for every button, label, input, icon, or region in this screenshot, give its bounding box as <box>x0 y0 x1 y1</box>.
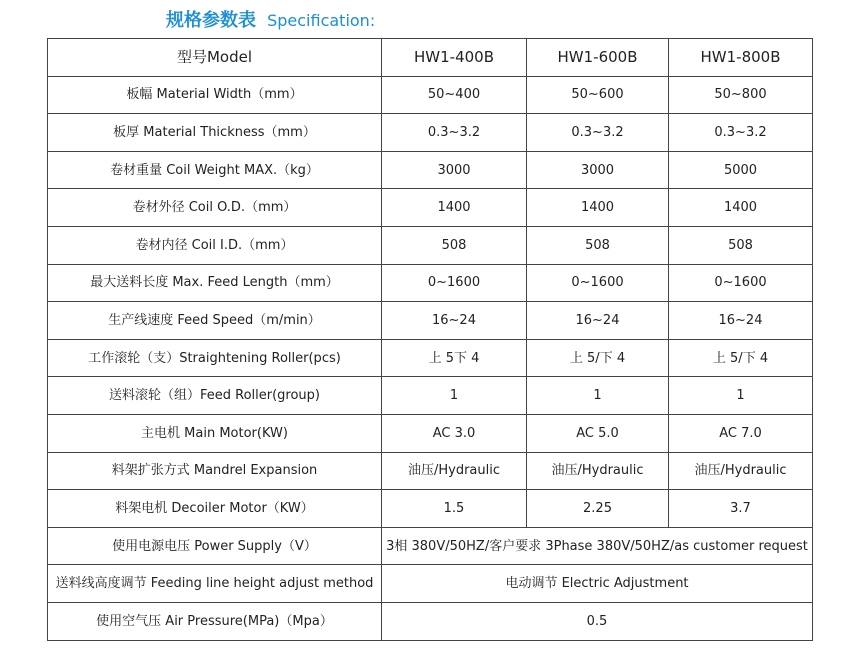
param-label: 最大送料长度 Max. Feed Length（mm） <box>48 264 382 302</box>
param-label: 主电机 Main Motor(KW) <box>48 414 382 452</box>
value-cell: 508 <box>527 226 669 264</box>
header-cell-model: 型号Model <box>48 39 382 77</box>
table-row <box>48 76 813 114</box>
value-cell: 1400 <box>527 189 669 227</box>
value-cell: 1.5 <box>382 490 527 528</box>
value-cell: 3000 <box>382 151 527 189</box>
table-row <box>48 527 813 565</box>
value-cell: 油压/Hydraulic <box>527 452 669 490</box>
page-title <box>166 8 375 34</box>
value-cell: 0.3~3.2 <box>382 114 527 152</box>
param-label: 板厚 Material Thickness（mm） <box>48 114 382 152</box>
value-cell: 上 5/下 4 <box>527 339 669 377</box>
value-cell: 3000 <box>527 151 669 189</box>
value-cell: 1 <box>382 377 527 415</box>
param-label: 料架扩张方式 Mandrel Expansion <box>48 452 382 490</box>
value-cell: 16~24 <box>382 302 527 340</box>
value-cell: 1400 <box>669 189 813 227</box>
value-cell: 1 <box>527 377 669 415</box>
value-cell: AC 5.0 <box>527 414 669 452</box>
table-row <box>48 189 813 227</box>
param-label: 送料线高度调节 Feeding line height adjust method <box>48 565 382 603</box>
table-row <box>48 114 813 152</box>
param-label: 使用空气压 Air Pressure(MPa)（Mpa） <box>48 602 382 640</box>
param-label: 卷材外径 Coil O.D.（mm） <box>48 189 382 227</box>
param-label: 使用电源电压 Power Supply（V） <box>48 527 382 565</box>
value-cell: 0.3~3.2 <box>527 114 669 152</box>
param-label: 生产线速度 Feed Speed（m/min） <box>48 302 382 340</box>
value-cell: AC 7.0 <box>669 414 813 452</box>
param-label: 工作滚轮（支）Straightening Roller(pcs) <box>48 339 382 377</box>
value-cell: 上 5下 4 <box>382 339 527 377</box>
param-label: 卷材重量 Coil Weight MAX.（kg） <box>48 151 382 189</box>
header-cell-hw1-600b: HW1-600B <box>527 39 669 77</box>
value-cell: 1400 <box>382 189 527 227</box>
table-header-row <box>48 39 813 77</box>
value-cell: 508 <box>669 226 813 264</box>
header-cell-hw1-400b: HW1-400B <box>382 39 527 77</box>
merged-value-cell: 0.5 <box>382 602 813 640</box>
table-row <box>48 452 813 490</box>
value-cell: 0~1600 <box>669 264 813 302</box>
value-cell: 0~1600 <box>382 264 527 302</box>
value-cell: 上 5/下 4 <box>669 339 813 377</box>
table-row <box>48 302 813 340</box>
table-row <box>48 151 813 189</box>
value-cell: 16~24 <box>527 302 669 340</box>
specification-table <box>47 38 813 641</box>
value-cell: AC 3.0 <box>382 414 527 452</box>
table-row <box>48 490 813 528</box>
title-chinese: 规格参数表 <box>166 10 256 31</box>
param-label: 卷材内径 Coil I.D.（mm） <box>48 226 382 264</box>
value-cell: 1 <box>669 377 813 415</box>
table-row <box>48 339 813 377</box>
param-label: 送料滚轮（组）Feed Roller(group) <box>48 377 382 415</box>
value-cell: 508 <box>382 226 527 264</box>
value-cell: 50~600 <box>527 76 669 114</box>
merged-value-cell: 3相 380V/50HZ/客户要求 3Phase 380V/50HZ/as customer request <box>382 527 813 565</box>
value-cell: 16~24 <box>669 302 813 340</box>
value-cell: 0.3~3.2 <box>669 114 813 152</box>
value-cell: 50~800 <box>669 76 813 114</box>
table-row <box>48 602 813 640</box>
value-cell: 2.25 <box>527 490 669 528</box>
title-english: Specification: <box>267 11 376 30</box>
param-label: 料架电机 Decoiler Motor（KW） <box>48 490 382 528</box>
value-cell: 0~1600 <box>527 264 669 302</box>
value-cell: 油压/Hydraulic <box>669 452 813 490</box>
table-row <box>48 377 813 415</box>
value-cell: 3.7 <box>669 490 813 528</box>
header-cell-hw1-800b: HW1-800B <box>669 39 813 77</box>
value-cell: 5000 <box>669 151 813 189</box>
param-label: 板幅 Material Width（mm） <box>48 76 382 114</box>
table-row <box>48 264 813 302</box>
table-row <box>48 226 813 264</box>
merged-value-cell: 电动调节 Electric Adjustment <box>382 565 813 603</box>
table-row <box>48 565 813 603</box>
value-cell: 50~400 <box>382 76 527 114</box>
table-row <box>48 414 813 452</box>
value-cell: 油压/Hydraulic <box>382 452 527 490</box>
